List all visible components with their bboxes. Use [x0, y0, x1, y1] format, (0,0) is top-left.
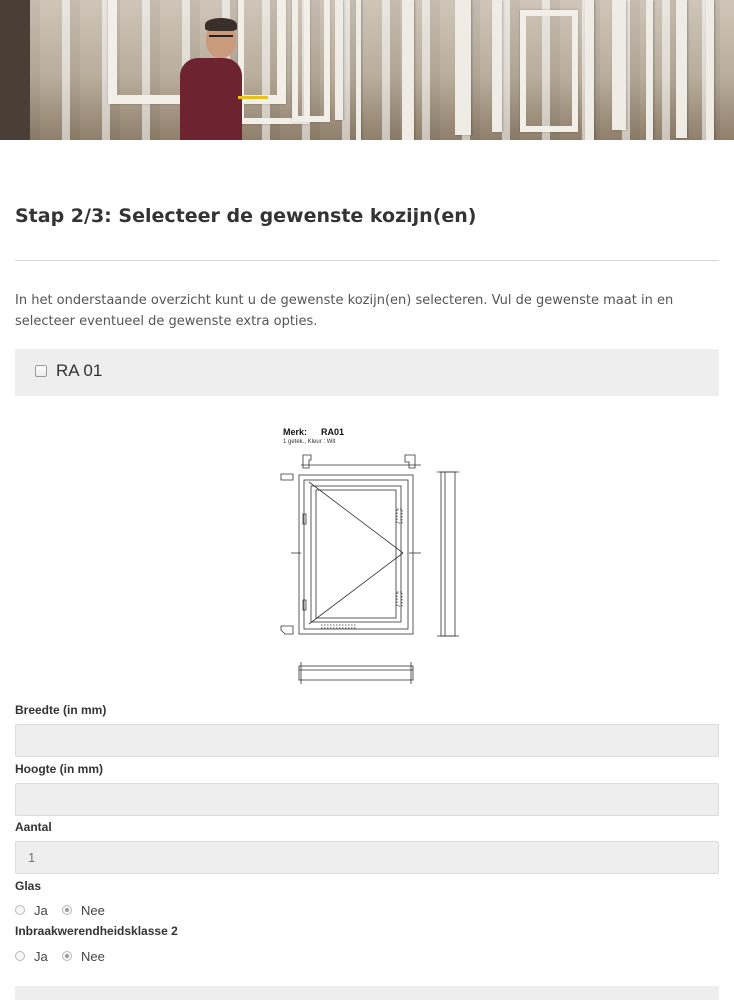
glass-option-ja-label: Ja: [34, 903, 48, 918]
product-select-checkbox[interactable]: [35, 365, 47, 377]
hero-frame-post: [612, 0, 626, 130]
drawing-brand-label: Merk:: [283, 427, 308, 437]
title-divider: [15, 260, 719, 261]
hero-frame-post: [455, 0, 471, 135]
hero-frame-post: [585, 0, 594, 140]
hero-frame-post: [492, 0, 502, 132]
hero-image: [0, 0, 734, 140]
burglary-option-nee-label: Nee: [81, 949, 105, 964]
hero-shadow-left: [0, 0, 30, 140]
hero-frame-post: [402, 0, 414, 140]
hero-person-glasses: [209, 35, 233, 41]
drawing-lines: [281, 455, 459, 684]
product-name: RA 01: [56, 361, 103, 380]
next-product-header[interactable]: [15, 986, 719, 1000]
drawing-subtitle: 1 getek., Kleur : Wit: [283, 439, 336, 445]
glass-label: Glas: [15, 879, 42, 893]
radio-circle[interactable]: [15, 905, 25, 915]
width-label: Breedte (in mm): [15, 703, 107, 717]
hero-person-body: [180, 58, 242, 140]
hero-person-hair: [205, 18, 237, 31]
burglary-label: Inbraakwerendheidsklasse 2: [15, 924, 178, 938]
product-header[interactable]: [15, 349, 719, 396]
hero-window-frame: [520, 10, 578, 132]
height-label: Hoogte (in mm): [15, 762, 103, 776]
width-input[interactable]: [15, 724, 719, 757]
drawing-brand-value: RA01: [321, 427, 345, 437]
step-intro: In het onderstaande overzicht kunt u de gewenste kozijn(en) selecteren. Vul de gewenste maat in en selecteer eventueel de gewenste extra opties.: [15, 293, 674, 329]
product-drawing: [279, 424, 464, 686]
hero-frame-post: [706, 0, 714, 140]
step-title: Stap 2/3: Selecteer de gewenste kozijn(en): [15, 205, 477, 227]
hero-frame-post: [335, 0, 343, 120]
radio-circle-selected[interactable]: [62, 905, 72, 915]
quantity-label: Aantal: [15, 820, 52, 834]
glass-option-nee-label: Nee: [81, 903, 105, 918]
radio-circle-selected[interactable]: [62, 951, 72, 961]
burglary-option-ja-label: Ja: [34, 949, 48, 964]
hero-frame-post: [356, 0, 361, 140]
radio-circle[interactable]: [15, 951, 25, 961]
hero-measuring-tape: [238, 96, 268, 99]
hero-frame-post: [646, 0, 653, 140]
height-input[interactable]: [15, 783, 719, 816]
hero-window-frame: [292, 0, 330, 122]
hero-frame-post: [676, 0, 687, 138]
quantity-input[interactable]: 1: [15, 841, 719, 874]
